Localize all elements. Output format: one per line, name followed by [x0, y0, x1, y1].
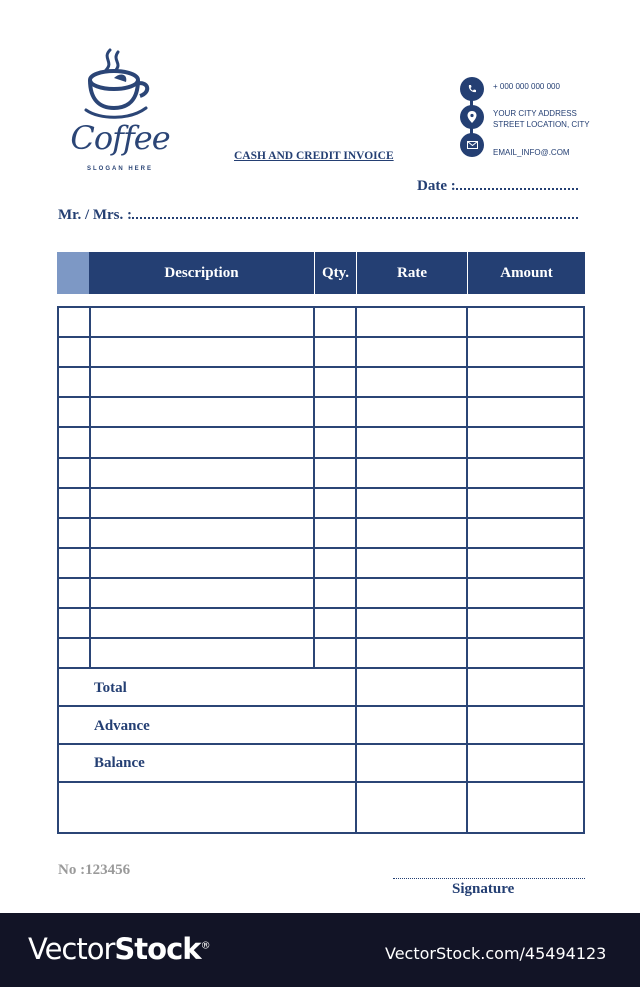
customer-name-field[interactable]	[58, 205, 578, 224]
logo-bold-text: Stock	[114, 932, 201, 966]
column-divider-qty	[355, 306, 357, 834]
brand-name: Coffee	[70, 119, 170, 157]
envelope-icon	[460, 133, 484, 157]
date-field[interactable]	[417, 176, 578, 195]
date-label: Date :	[417, 178, 456, 194]
summary-row-divider	[57, 705, 585, 707]
date-input-line[interactable]	[456, 176, 578, 190]
table-row[interactable]	[57, 487, 585, 489]
registered-mark: ®	[200, 940, 210, 952]
contact-address-line2: STREET LOCATION, CITY	[493, 120, 590, 129]
summary-row-divider	[57, 743, 585, 745]
summary-label-total: Total	[94, 680, 127, 696]
table-row[interactable]	[57, 547, 585, 549]
location-pin-icon	[460, 105, 484, 129]
table-row[interactable]	[57, 667, 585, 669]
table-row[interactable]	[57, 637, 585, 639]
table-row[interactable]	[57, 396, 585, 398]
table-row[interactable]	[57, 366, 585, 368]
summary-row-divider	[57, 781, 585, 783]
table-row[interactable]	[57, 607, 585, 609]
signature-line[interactable]	[393, 878, 585, 879]
column-header-rate: Rate	[357, 252, 467, 294]
logo-light-text: Vector	[28, 932, 115, 966]
invoice-title: CASH AND CREDIT INVOICE	[234, 150, 394, 162]
vectorstock-logo	[28, 932, 210, 966]
coffee-cup-logo-icon	[80, 48, 158, 123]
phone-icon	[460, 77, 484, 101]
invoice-number: No :123456	[58, 862, 131, 878]
table-border-left	[57, 306, 59, 834]
column-header-description: Description	[89, 252, 314, 294]
brand-slogan: SLOGAN HERE	[86, 166, 153, 172]
column-divider-rate	[466, 306, 468, 834]
summary-label-balance: Balance	[94, 755, 145, 771]
column-header-qty: Qty.	[315, 252, 356, 294]
contact-address-line1: YOUR CITY ADDRESS	[493, 109, 577, 118]
table-row[interactable]	[57, 426, 585, 428]
column-header-amount: Amount	[468, 252, 585, 294]
table-row[interactable]	[57, 577, 585, 579]
table-row[interactable]	[57, 336, 585, 338]
header-accent-cell	[57, 252, 89, 294]
contact-email: EMAIL_INFO@.COM	[493, 148, 570, 157]
signature-label: Signature	[452, 881, 515, 897]
customer-input-line[interactable]	[132, 205, 578, 219]
table-row[interactable]	[57, 517, 585, 519]
table-row[interactable]	[57, 457, 585, 459]
table-border-top	[57, 306, 585, 308]
summary-label-advance: Advance	[94, 718, 150, 734]
contact-phone: + 000 000 000 000	[493, 82, 560, 91]
table-border-right	[583, 306, 585, 834]
watermark-url: VectorStock.com/45494123	[385, 944, 607, 963]
customer-label: Mr. / Mrs. :	[58, 207, 133, 223]
table-border-bottom	[57, 832, 585, 834]
